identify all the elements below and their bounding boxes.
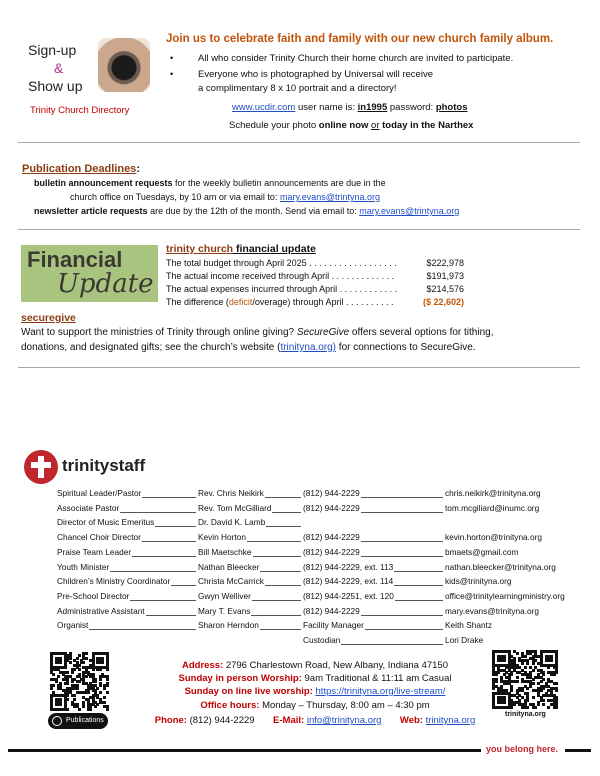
album-bullet-2-line2: a complimentary 8 x 10 portrait and a directory! <box>198 83 397 94</box>
deadlines-heading: Publication Deadlines: <box>22 163 140 175</box>
fill-line <box>171 585 196 586</box>
staff-phone: (812) 944-2229 <box>303 605 360 616</box>
fill-line <box>265 497 301 498</box>
staff-email: chris.neikirk@trinityna.org <box>445 488 541 498</box>
finance-difference-row: The difference (deficit/overage) through April . . . . . . . . . . ($ 22,602) <box>166 297 464 307</box>
publications-icon <box>52 716 62 726</box>
staff-role: Director of Music Emeritus <box>57 517 155 528</box>
fill-line <box>361 556 443 557</box>
fill-line <box>132 556 196 557</box>
contact-line: Phone: (812) 944-2229 E-Mail: info@trinityna.org Web: trinityna.org <box>154 715 476 726</box>
address-line: Address: 2796 Charlestown Road, New Albany, Indiana 47150 <box>182 660 448 671</box>
staff-name: Bill Maetschke <box>198 546 252 557</box>
fill-line <box>130 600 196 601</box>
footer-bar <box>8 749 481 752</box>
live-worship-line: Sunday on line live worship: https://trinityna.org/live-stream/ <box>184 686 446 697</box>
staff-name: Gwyn Welliver <box>198 590 251 601</box>
signup-logo <box>22 38 152 122</box>
fill-line <box>266 526 301 527</box>
staff-role: Youth Minister <box>57 561 110 572</box>
schedule-line: Schedule your photo online now or today in the Narthex <box>229 120 474 131</box>
fill-line <box>146 615 196 616</box>
fill-line <box>89 629 196 630</box>
live-stream-link[interactable]: https://trinityna.org/live-stream/ <box>315 686 446 697</box>
staff-email: nathan.bleecker@trinityna.org <box>445 561 556 572</box>
staff-email: Lori Drake <box>445 635 484 645</box>
camera-photo <box>98 38 150 92</box>
fill-line <box>361 615 443 616</box>
trinityna-link[interactable]: trinityna.org) <box>280 342 337 353</box>
fill-line <box>120 512 196 513</box>
finance-title: trinity church financial update <box>166 243 316 255</box>
staff-role: Pre-School Director <box>57 590 130 601</box>
staff-email: bmaets@gmail.com <box>445 546 519 557</box>
staff-name: Nathan Bleecker <box>198 561 260 572</box>
fill-line <box>365 629 443 630</box>
divider <box>18 367 580 368</box>
fill-line <box>251 615 301 616</box>
newsletter-deadline: newsletter article requests are due by the 12th of the month. Send via email to: mary.evans@trintyna.org <box>34 206 460 216</box>
album-login-line: www.ucdir.com user name is: in1995 password: photos <box>232 102 468 113</box>
finance-row: The actual expenses incurred through April . . . . . . . . . . . . $214,576 <box>166 284 464 294</box>
staff-phone: Facility Manager <box>303 620 364 631</box>
signup-line2: Show up <box>28 78 83 94</box>
signup-line1: Sign-up <box>28 42 77 58</box>
fill-line <box>395 600 443 601</box>
info-email-link[interactable]: info@trinityna.org <box>306 715 382 726</box>
website-link[interactable]: trinityna.org <box>425 715 476 726</box>
staff-phone: (812) 944-2229 <box>303 546 360 557</box>
fill-line <box>260 571 301 572</box>
fill-line <box>265 585 301 586</box>
album-heading: Join us to celebrate faith and family with our new church family album. <box>166 33 554 45</box>
fill-line <box>252 600 301 601</box>
ucdir-link[interactable]: www.ucdir.com <box>232 102 296 113</box>
finance-row: The total budget through April 2025 . . . . . . . . . . . . . . . . . . $222,978 <box>166 258 464 268</box>
staff-email: office@trinitylearningministry.org <box>445 590 565 601</box>
fill-line <box>361 497 443 498</box>
staff-role: Spiritual Leader/Pastor <box>57 488 142 498</box>
password: photos <box>435 102 468 113</box>
staff-role: Praise Team Leader <box>57 546 132 557</box>
financial-update-logo: Financial Update <box>21 245 158 302</box>
newsletter-email-link[interactable]: mary.evans@trintyna.org <box>359 206 460 216</box>
staff-name: Christa McCarrick <box>198 576 264 587</box>
bulletin-email-link[interactable]: mary.evans@trintyna.org <box>279 192 380 202</box>
signup-caption: Trinity Church Directory <box>30 105 130 116</box>
staff-phone: Custodian <box>303 635 341 645</box>
office-hours-line: Office hours: Monday – Thursday, 8:00 am – 4:30 pm <box>200 700 430 711</box>
staff-phone: (812) 944-2251, ext. 120 <box>303 590 394 601</box>
fill-line <box>361 541 443 542</box>
finance-row: The actual income received through April . . . . . . . . . . . . . $191,973 <box>166 271 464 281</box>
staff-name: Kevin Horton <box>198 532 246 543</box>
fill-line <box>155 526 196 527</box>
staff-email: kevin.horton@trinityna.org <box>445 532 542 543</box>
staff-name: Mary T. Evans <box>198 605 251 616</box>
staff-name: Rev. Tom McGilliard <box>198 502 272 513</box>
fill-line <box>361 512 443 513</box>
fill-line <box>142 541 196 542</box>
tagline: you belong here. <box>486 744 559 754</box>
staff-phone: (812) 944-2229, ext. 114 <box>303 576 394 587</box>
fill-line <box>253 556 301 557</box>
signup-amp: & <box>54 60 64 76</box>
fill-line <box>260 629 301 630</box>
fill-line <box>272 512 301 513</box>
staff-phone: (812) 944-2229 <box>303 502 360 513</box>
fill-line <box>394 571 443 572</box>
bulletin-deadline: bulletin announcement requests for the weekly bulletin announcements are due in the <box>34 178 386 188</box>
fill-line <box>142 497 196 498</box>
fill-line <box>394 585 443 586</box>
bulletin-deadline-line2: church office on Tuesdays, by 10 am or via email to: mary.evans@trintyna.org <box>70 192 380 202</box>
staff-name: Rev. Chris Neikirk <box>198 488 264 498</box>
securegive-line2: donations, and designated gifts; see the church’s website (trinityna.org) for connections to SecureGive. <box>21 342 476 353</box>
divider <box>18 229 580 230</box>
publications-badge[interactable]: Publications <box>48 713 108 729</box>
fill-line <box>247 541 301 542</box>
staff-email: mary.evans@trinityna.org <box>445 605 540 616</box>
staff-email: Keith Shantz <box>445 620 493 631</box>
securegive-heading: securegive <box>21 312 76 324</box>
cross-icon <box>24 450 58 484</box>
staff-phone: (812) 944-2229 <box>303 488 360 498</box>
trinitystaff-logo: trinitystaff <box>22 448 152 488</box>
staff-phone: (812) 944-2229 <box>303 532 360 543</box>
staff-role: Administrative Assistant <box>57 605 145 616</box>
staff-name: Sharon Herndon <box>198 620 259 631</box>
staff-email: kids@trinityna.org <box>445 576 512 587</box>
fill-line <box>110 571 196 572</box>
qr-right-label: trinityna.org <box>505 711 546 718</box>
staff-phone: (812) 944-2229, ext. 113 <box>303 561 394 572</box>
staff-role: Chancel Choir Director <box>57 532 141 543</box>
staff-email: tom.mcgiliard@inumc.org <box>445 502 540 513</box>
fill-line <box>341 644 443 645</box>
staff-role: Children’s Ministry Coordinator <box>57 576 171 587</box>
securegive-line1: Want to support the ministries of Trinity through online giving? SecureGive offers several options for tithing, <box>21 327 494 338</box>
staff-role: Associate Pastor <box>57 502 120 513</box>
user-name: in1995 <box>357 102 388 113</box>
staff-role: Organist <box>57 620 89 631</box>
staff-name: Dr. David K. Lamb <box>198 517 266 528</box>
footer-bar-end <box>565 749 591 752</box>
worship-line: Sunday in person Worship: 9am Traditional & 11:11 am Casual <box>178 673 452 684</box>
divider <box>18 142 580 143</box>
